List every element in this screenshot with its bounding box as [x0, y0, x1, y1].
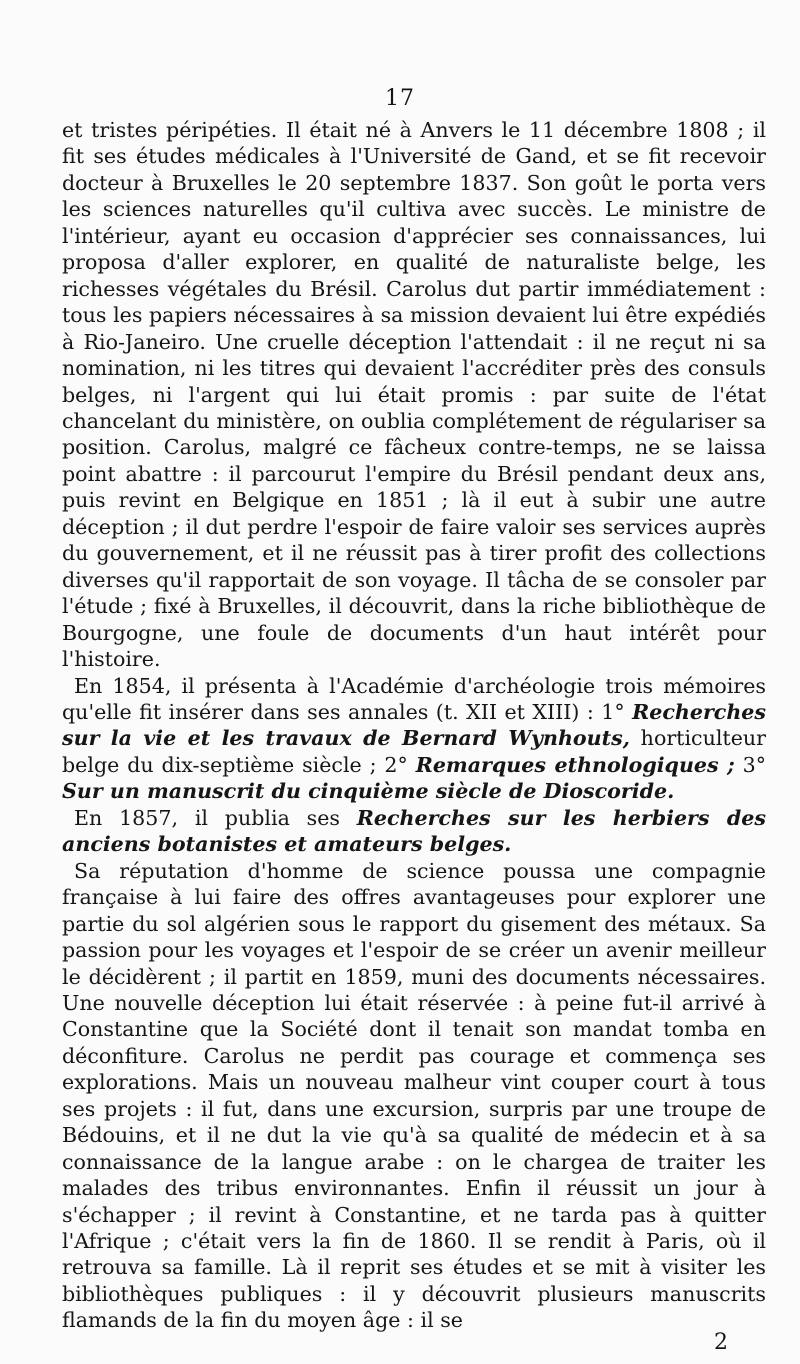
title-remarques-ethnologiques: Remarques ethnologiques ; [415, 752, 735, 777]
title-manuscrit-dioscoride: Sur un manuscrit du cinquième siècle de Dioscoride. [62, 779, 675, 804]
paragraph-3 [62, 805, 766, 858]
page-number: 17 [385, 86, 415, 111]
paragraph-4: Sa réputation d'homme de science poussa une compagnie française à lui faire des offres avantageuses pour explorer une partie du sol algérien sous le rapport du gisement des métaux. Sa passion pour les voyages et l'espoir de se créer un avenir meilleur le décidèrent ; il partit en 1859, muni des documents nécessaires. Une nouvelle déception lui était réservée : à peine fut-il arrivé à Constantine que la Société dont il tenait son mandat tomba en déconfiture. Carolus ne perdit pas courage et commença ses explorations. Mais un nouveau malheur vint couper court à tous ses projets : il fut, dans une excursion, surpris par une troupe de Bédouins, et il ne dut la vie qu'à sa qualité de médecin et à sa connaissance de la langue arabe : on le chargea de traiter les malades des tribus environnantes. Enfin il réussit un jour à s'échapper ; il revint à Constantine, et ne tarda pas à quitter l'Afrique ; c'était vers la fin de 1860. Il se rendit à Paris, où il retrouva sa famille. Là il reprit ses études et se mit à visiter les bibliothèques publiques : il y découvrit plusieurs manuscrits flamands de la fin du moyen âge : il se [62, 858, 766, 1333]
signature-mark: 2 [714, 1330, 728, 1355]
paragraph-3-text-a: En 1857, il publia ses [74, 805, 357, 830]
title-recherches-herbiers: Recherches sur les herbiers des anciens botanistes et amateurs belges. [62, 805, 766, 857]
body-text [62, 117, 766, 1334]
paragraph-2-text-a: En 1854, il présenta à l'Académie d'archéologie trois mémoires qu'elle fit insérer dans ses annales (t. XII et XIII) : 1° [62, 673, 766, 724]
paragraph-2 [62, 673, 766, 805]
paragraph-1: et tristes péripéties. Il était né à Anvers le 11 décembre 1808 ; il fit ses études médicales à l'Université de Gand, et se fit recevoir docteur à Bruxelles le 20 septembre 1837. Son goût le porta vers les sciences naturelles qu'il cultiva avec succès. Le ministre de l'intérieur, ayant eu occasion d'apprécier ses connaissances, lui proposa d'aller explorer, en qualité de naturaliste belge, les richesses végétales du Brésil. Carolus dut partir immédiatement : tous les papiers nécessaires à sa mission devaient lui être expédiés à Rio-Janeiro. Une cruelle déception l'attendait : il ne reçut ni sa nomination, ni les titres qui devaient l'accréditer près des consuls belges, ni l'argent qui lui était promis : par suite de l'état chancelant du ministère, on oublia complétement de régulariser sa position. Carolus, malgré ce fâcheux contre-temps, ne se laissa point abattre : il parcourut l'empire du Brésil pendant deux ans, puis revint en Belgique en 1851 ; là il eut à subir une autre déception ; il dut perdre l'espoir de faire valoir ses services auprès du gouvernement, et il ne réussit pas à tirer profit des collections diverses qu'il rapportait de son voyage. Il tâcha de se consoler par l'étude ; fixé à Bruxelles, il découvrit, dans la riche bibliothèque de Bourgogne, une foule de documents d'un haut intérêt pour l'histoire. [62, 118, 766, 672]
paragraph-2-text-e: 3° [734, 752, 766, 777]
paragraph-2-text-c: horticulteur belge du dix-septième siècle ; 2° [62, 726, 767, 777]
title-recherches-wynhouts: Recherches sur la vie et les travaux de Bernard Wynhouts, [62, 699, 766, 751]
